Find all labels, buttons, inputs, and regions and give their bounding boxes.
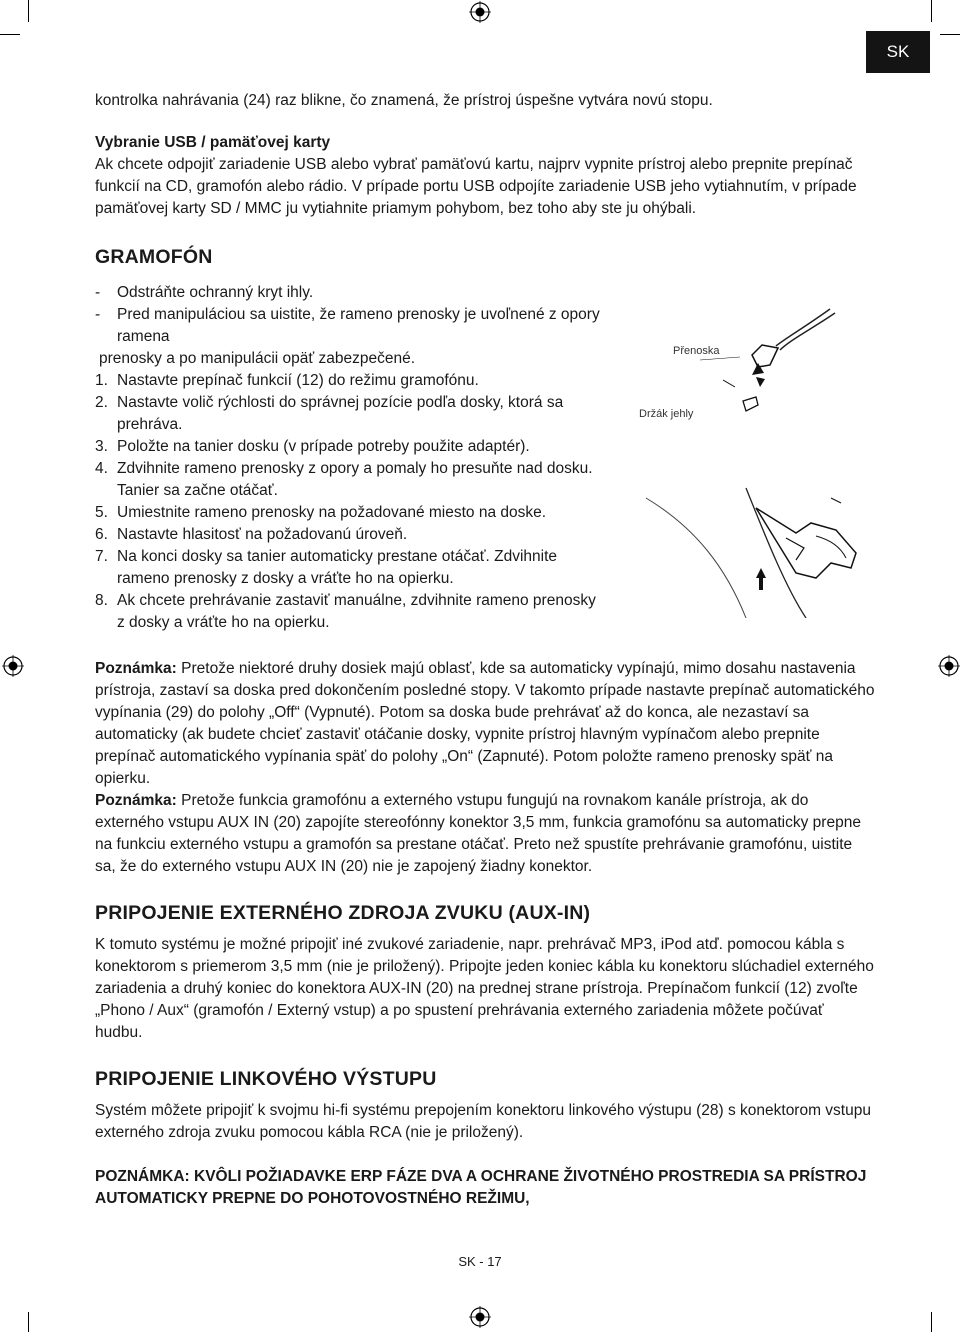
aux-text: K tomuto systému je možné pripojiť iné zvukové zariadenie, napr. prehrávač MP3, iPod atď. pomocou kábla s konektorom s priemerom 3,5 mm (nie je priložený). Pripojte jeden koniec kábla ku konektoru slúchadiel externého zariadenia a druhý koniec do konektora AUX-IN (20) na prednej strane prístroja. Prepínačom funkcií (12) zvoľte „Phono / Aux“ (gramofón / Externý vstup) a po spustení prehrávania externého zariadenia môžete počúvať hudbu. (95, 936, 874, 1041)
gramofon-heading: GRAMOFÓN (95, 246, 213, 268)
registration-mark-icon (2, 655, 24, 677)
crop-mark (0, 34, 20, 35)
list-item: 1. Nastavte prepínač funkcií (12) do režimu gramofónu. (95, 372, 479, 389)
list-item: 3. Položte na tanier dosku (v prípade potreby použite adaptér). (95, 438, 530, 455)
list-item: - Pred manipuláciou sa uistite, že rameno prenosky je uvoľnené z opory ramena (95, 306, 600, 345)
language-tab: SK (866, 31, 930, 73)
page-content (95, 90, 875, 1210)
aux-heading: PRIPOJENIE EXTERNÉHO ZDROJA ZVUKU (AUX-IN) (95, 902, 591, 924)
crop-mark (28, 1312, 29, 1332)
list-item: - Odstráňte ochranný kryt ihly. (95, 284, 314, 301)
list-item: 2. Nastavte volič rýchlosti do správnej pozície podľa dosky, ktorá sa prehráva. (95, 394, 564, 433)
usb-title: Vybranie USB / pamäťovej karty (95, 134, 331, 151)
crop-mark (931, 0, 932, 22)
erp-warning: POZNÁMKA: KVÔLI POŽIADAVKE ERP FÁZE DVA A OCHRANE ŽIVOTNÉHO PROSTREDIA SA PRÍSTROJ AUTOMATICKY PREPNE DO POHOTOVOSTNÉHO REŽIMU, (95, 1168, 867, 1207)
list-item: 7. Na konci dosky sa tanier automaticky prestane otáčať. Zdvihnite rameno prenosky z dosky a vráťte ho na opierku. (95, 548, 558, 587)
list-item: prenosky a po manipulácii opäť zabezpečené. (99, 350, 416, 367)
list-item: 4. Zdvihnite rameno prenosky z opory a pomaly ho presuňte nad dosku. Tanier sa začne otáčať. (95, 460, 593, 499)
registration-mark-icon (469, 1, 491, 23)
note-2: Poznámka: Pretože funkcia gramofónu a externého vstupu fungujú na rovnakom kanále prístroja, ak do externého vstupu AUX IN (20) zapojíte stereofónny konektor 3,5 mm, funkcia gramofónu sa automaticky prepne na funkciu externého vstupu a gramofón sa prestane otáčať. Preto než spustíte prehrávanie gramofónu, uistite sa, že do externého vstupu AUX IN (20) nie je zapojený žiadny konektor. (95, 792, 861, 875)
hand-illustration (636, 478, 872, 618)
tonearm-illustration (640, 305, 840, 425)
list-item: 6. Nastavte hlasitosť na požadovanú úroveň. (95, 526, 408, 543)
list-item: 5. Umiestnite rameno prenosky na požadované miesto na doske. (95, 504, 547, 521)
registration-mark-icon (938, 655, 960, 677)
crop-mark (931, 1312, 932, 1332)
caption-needle-holder: Držák jehly (639, 408, 694, 420)
caption-pickup: Přenoska (673, 345, 720, 357)
intro-text: kontrolka nahrávania (24) raz blikne, čo znamená, že prístroj úspešne vytvára novú stopu. (95, 92, 713, 109)
page-number: SK - 17 (458, 1254, 502, 1269)
lineout-heading: PRIPOJENIE LINKOVÉHO VÝSTUPU (95, 1068, 437, 1090)
gramofon-steps (95, 282, 635, 634)
usb-text: Ak chcete odpojiť zariadenie USB alebo vybrať pamäťovú kartu, najprv vypnite prístroj alebo prepnite prepínač funkcií na CD, gramofón alebo rádio. V prípade portu USB odpojíte zariadenie USB jeho vytiahnutím, v prípade pamäťovej karty SD / MMC ju vytiahnite priamym pohybom, bez toho aby ste ju ohýbali. (95, 156, 857, 217)
note-1: Poznámka: Pretože niektoré druhy dosiek majú oblasť, kde sa automaticky vypínajú, mimo dosahu nastavenia prístroja, zastaví sa doska pred dokončením posledné stopy. V takomto prípade nastavte prepínač automatického vypínania (29) do polohy „Off“ (Vypnuté). Potom sa doska bude prehrávať až do konca, ale nezastaví sa automaticky (ak budete chcieť zastaviť otáčanie dosky, vypnite prístroj hlavným vypínačom alebo prepnite prepínač automatického vypínania späť do polohy „On“ (Zapnuté). Potom položte rameno prenosky späť na opierku. (95, 660, 875, 787)
crop-mark (28, 0, 29, 22)
lineout-text: Systém môžete pripojiť k svojmu hi-fi systému prepojením konektoru linkového výstupu (28) s konektorom vstupu externého zdroja zvuku pomocou kábla RCA (nie je priložený). (95, 1102, 871, 1141)
crop-mark (940, 34, 960, 35)
registration-mark-icon (469, 1306, 491, 1328)
list-item: 8. Ak chcete prehrávanie zastaviť manuálne, zdvihnite rameno prenosky z dosky a vráťte ho na opierku. (95, 592, 596, 631)
